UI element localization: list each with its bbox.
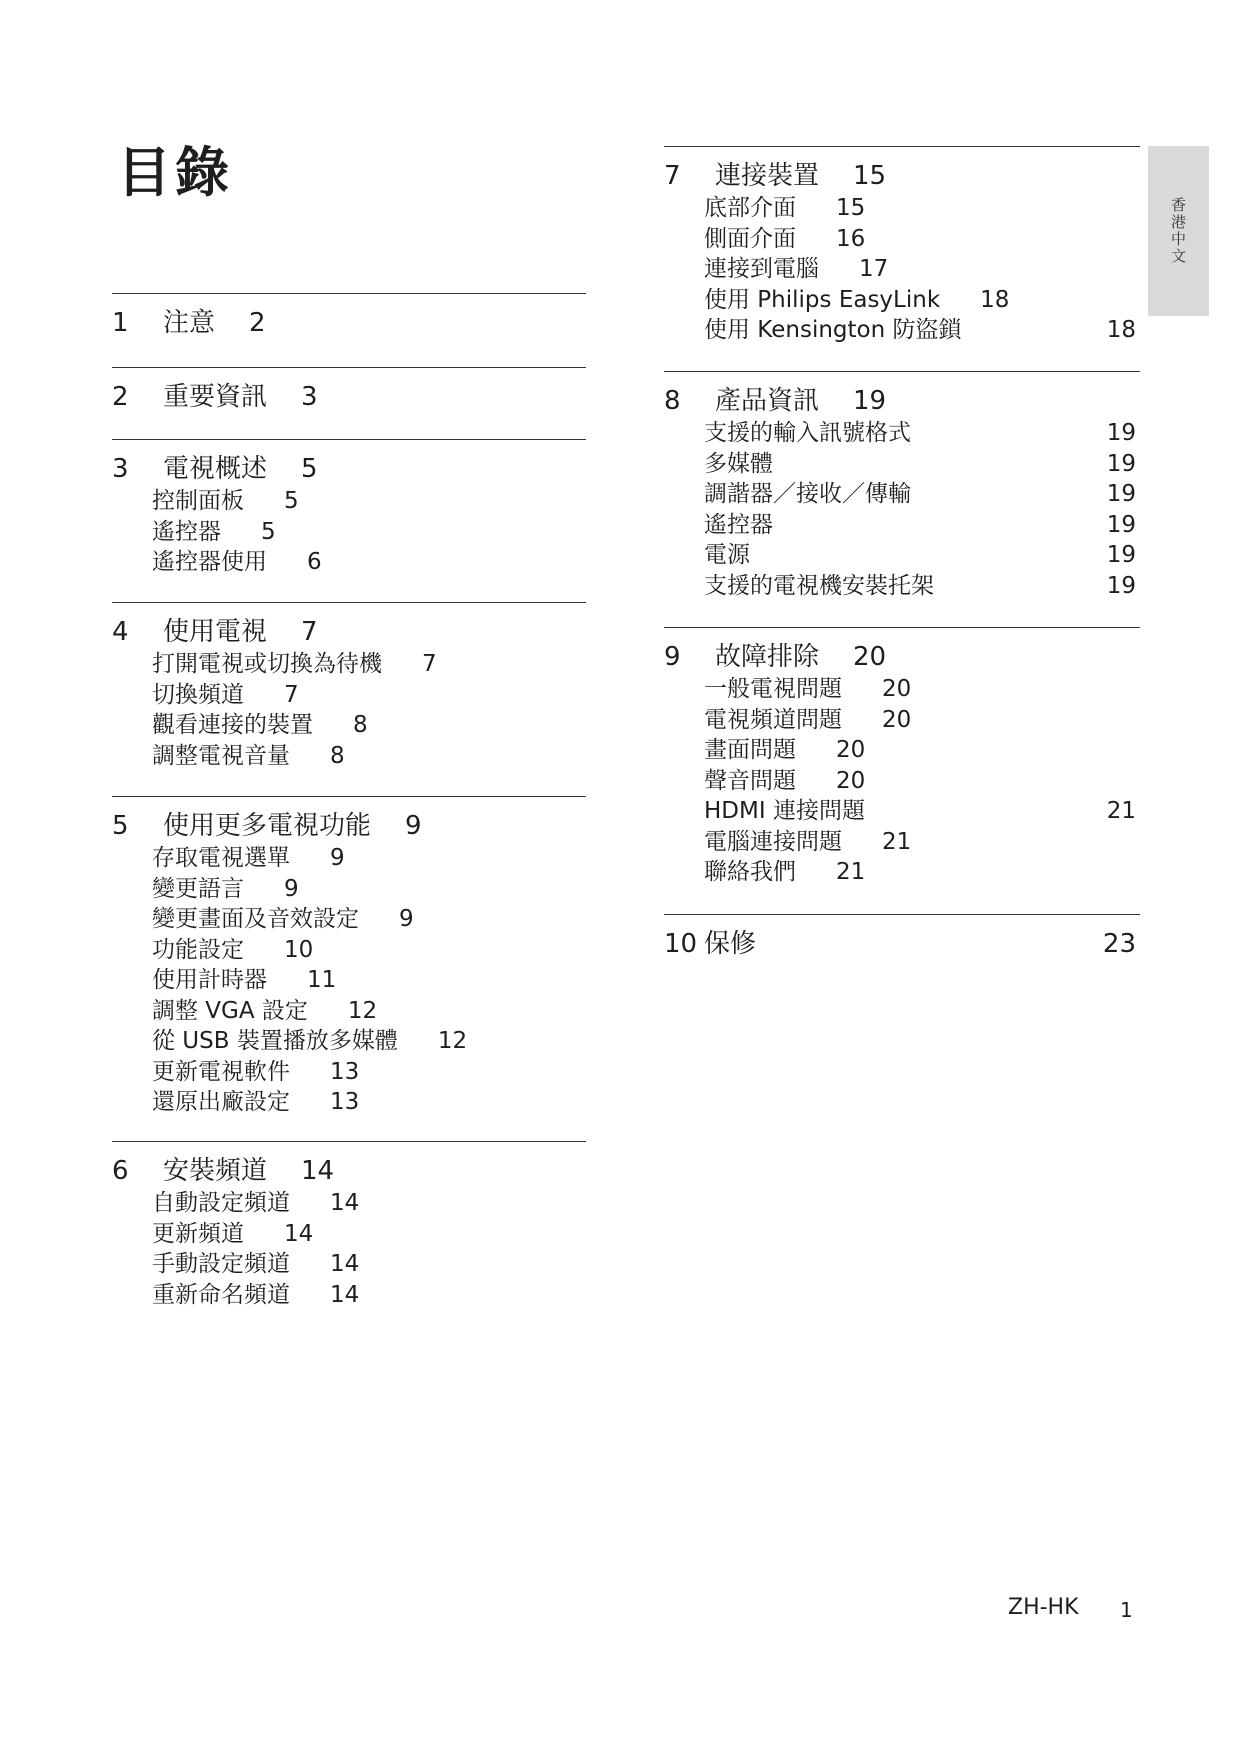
item-page: 9 (284, 875, 299, 902)
item-page: 19 (1106, 542, 1136, 568)
item-page: 18 (1106, 317, 1136, 343)
toc-item[interactable] (152, 1026, 586, 1057)
section-number: 1 (112, 308, 129, 338)
toc-item[interactable] (704, 449, 1140, 480)
item-label: 自動設定頻道 (152, 1190, 290, 1216)
section-page: 9 (405, 811, 422, 841)
toc-item[interactable] (704, 479, 1140, 510)
section-title: 連接裝置 (715, 161, 820, 191)
toc-item[interactable] (152, 741, 586, 772)
section-page: 20 (853, 642, 887, 672)
item-page: 15 (836, 195, 866, 221)
section-title: 使用電視 (163, 617, 268, 647)
toc-item[interactable] (152, 1219, 586, 1250)
toc-section-heading[interactable] (112, 805, 586, 843)
section-title: 注意 (163, 308, 216, 338)
item-page: 7 (422, 651, 437, 677)
item-label: 功能設定 (152, 936, 244, 963)
toc-item[interactable] (152, 904, 586, 935)
item-page: 21 (1106, 798, 1136, 824)
item-label: 畫面問題 (704, 737, 796, 763)
toc-section-heading[interactable] (112, 1150, 586, 1188)
item-label: 更新頻道 (152, 1220, 244, 1247)
toc-item[interactable] (704, 766, 1140, 797)
item-label: 調整電視音量 (152, 742, 290, 769)
section-title: 電視概述 (163, 454, 268, 484)
item-page: 19 (1106, 511, 1136, 538)
toc-item[interactable] (152, 547, 586, 578)
item-page: 6 (307, 549, 322, 575)
section-title: 使用更多電視功能 (163, 811, 372, 841)
toc-section-heading[interactable] (112, 448, 586, 486)
section-number: 6 (112, 1156, 129, 1186)
item-label: 側面介面 (704, 225, 796, 252)
item-page: 8 (353, 712, 368, 738)
section-number: 3 (112, 454, 129, 484)
toc-section-10 (664, 914, 1140, 961)
toc-item[interactable] (152, 517, 586, 548)
toc-item[interactable] (704, 571, 1140, 602)
item-label: 變更語言 (152, 875, 244, 902)
section-title: 故障排除 (715, 642, 820, 672)
item-label: 重新命名頻道 (152, 1281, 290, 1308)
toc-item[interactable] (704, 254, 1140, 285)
toc-section-heading[interactable] (112, 376, 586, 414)
section-number: 8 (664, 386, 681, 416)
toc-item[interactable] (704, 224, 1140, 255)
section-title: 重要資訊 (163, 382, 268, 412)
item-page: 16 (836, 225, 866, 252)
section-number: 10 (664, 929, 698, 959)
item-label: 聯絡我們 (704, 859, 796, 885)
footer-page-number: 1 (1120, 1598, 1133, 1622)
item-label: 控制面板 (152, 488, 244, 514)
toc-section-heading[interactable] (664, 636, 1140, 674)
section-page: 23 (1102, 929, 1136, 959)
item-page: 19 (1106, 572, 1136, 599)
language-tab-label: 香港中文 (1169, 197, 1187, 265)
toc-item[interactable] (152, 1188, 586, 1219)
item-label: 遙控器使用 (152, 549, 267, 575)
item-label: 還原出廠設定 (152, 1089, 290, 1115)
item-label: 連接到電腦 (704, 256, 819, 282)
section-page: 14 (301, 1156, 335, 1186)
item-label: 一般電視問題 (704, 676, 842, 702)
language-tab (1148, 146, 1209, 316)
toc-section-3 (112, 439, 586, 578)
item-page: 9 (399, 906, 414, 932)
item-page: 21 (882, 828, 912, 855)
item-page: 19 (1106, 420, 1136, 446)
toc-item[interactable] (152, 680, 586, 711)
item-page: 11 (307, 967, 337, 993)
item-label: 支援的輸入訊號格式 (704, 420, 911, 446)
item-page: 20 (882, 706, 912, 733)
toc-item[interactable] (704, 315, 1140, 346)
item-page: 14 (330, 1281, 360, 1308)
section-page: 2 (249, 308, 266, 338)
item-label: 打開電視或切換為待機 (152, 651, 382, 677)
item-page: 19 (1106, 481, 1136, 507)
toc-item[interactable] (152, 874, 586, 905)
page-title: 目錄 (117, 141, 233, 204)
toc-item[interactable] (704, 796, 1140, 827)
toc-section-2 (112, 367, 586, 414)
toc-section-heading[interactable] (112, 611, 586, 649)
item-page: 12 (437, 1028, 468, 1054)
toc-item[interactable] (152, 1280, 586, 1311)
toc-item[interactable] (152, 1057, 586, 1088)
item-page: 8 (330, 742, 345, 769)
toc-item[interactable] (152, 649, 586, 680)
section-number: 2 (112, 382, 129, 412)
item-label: 調諧器／接收／傳輸 (704, 481, 911, 507)
item-page: 19 (1106, 450, 1136, 477)
item-label: 手動設定頻道 (152, 1251, 290, 1277)
item-label: 遙控器 (704, 511, 773, 538)
item-page: 20 (882, 676, 912, 702)
item-page: 14 (330, 1251, 360, 1277)
item-label: 更新電視軟件 (152, 1058, 290, 1085)
toc-item[interactable] (704, 540, 1140, 571)
item-page: 7 (284, 681, 299, 708)
item-label: 電源 (704, 542, 750, 568)
toc-section-6 (112, 1141, 586, 1310)
section-number: 5 (112, 811, 129, 841)
toc-section-heading[interactable] (664, 923, 1140, 961)
section-title: 安裝頻道 (163, 1156, 268, 1186)
section-number: 7 (664, 161, 681, 191)
item-label: 變更畫面及音效設定 (152, 906, 359, 932)
item-label: 聲音問題 (704, 767, 796, 794)
footer-locale: ZH-HK (1008, 1595, 1079, 1620)
toc-item[interactable] (704, 674, 1140, 705)
section-page: 19 (853, 386, 887, 416)
item-page: 13 (330, 1089, 360, 1115)
section-page: 15 (853, 161, 887, 191)
toc-item[interactable] (152, 965, 586, 996)
item-page: 18 (980, 286, 1010, 313)
section-title: 產品資訊 (715, 386, 820, 416)
toc-item[interactable] (152, 996, 586, 1027)
toc-item[interactable] (152, 486, 586, 517)
toc-item[interactable] (152, 935, 586, 966)
item-label: 切換頻道 (152, 681, 244, 708)
section-title: 保修 (704, 929, 757, 959)
toc-section-5 (112, 796, 586, 1118)
item-label: 電視頻道問題 (704, 706, 842, 733)
item-label: 電腦連接問題 (704, 828, 842, 855)
toc-item[interactable] (704, 827, 1140, 858)
toc-item[interactable] (152, 1087, 586, 1118)
item-label: 從 USB 裝置播放多媒體 (152, 1028, 398, 1054)
toc-item[interactable] (704, 418, 1140, 449)
item-label: 遙控器 (152, 518, 221, 545)
toc-section-7 (664, 146, 1140, 346)
section-number: 9 (664, 642, 681, 672)
toc-item[interactable] (152, 710, 586, 741)
section-page: 7 (301, 617, 318, 647)
toc-item[interactable] (704, 705, 1140, 736)
item-label: 使用 Philips EasyLink (704, 286, 941, 313)
toc-section-9 (664, 627, 1140, 888)
item-page: 9 (330, 845, 345, 871)
item-page: 21 (836, 859, 866, 885)
item-page: 17 (859, 256, 889, 282)
section-number: 4 (112, 617, 129, 647)
toc-section-8 (664, 371, 1140, 601)
toc-section-1 (112, 293, 586, 340)
toc-item[interactable] (152, 843, 586, 874)
item-label: 支援的電視機安裝托架 (704, 572, 934, 599)
toc-section-heading[interactable] (664, 380, 1140, 418)
section-page: 3 (301, 382, 318, 412)
toc-item[interactable] (152, 1249, 586, 1280)
toc-item[interactable] (704, 857, 1140, 888)
toc-section-4 (112, 602, 586, 771)
item-label: 多媒體 (704, 450, 773, 477)
toc-section-heading[interactable] (664, 155, 1140, 193)
item-page: 14 (330, 1190, 360, 1216)
item-label: 觀看連接的裝置 (152, 712, 313, 738)
item-label: 使用計時器 (152, 967, 267, 993)
item-page: 12 (347, 997, 378, 1024)
item-label: 存取電視選單 (152, 845, 290, 871)
item-page: 13 (330, 1058, 360, 1085)
item-page: 5 (261, 518, 276, 545)
item-label: 調整 VGA 設定 (152, 997, 308, 1024)
item-page: 5 (284, 488, 299, 514)
item-page: 20 (836, 737, 866, 763)
item-page: 14 (284, 1220, 314, 1247)
item-label: 使用 Kensington 防盜鎖 (704, 317, 962, 343)
toc-item[interactable] (704, 285, 1140, 316)
item-page: 10 (284, 936, 314, 963)
section-page: 5 (301, 454, 318, 484)
toc-item[interactable] (704, 193, 1140, 224)
item-label: 底部介面 (704, 195, 796, 221)
item-page: 20 (836, 767, 866, 794)
toc-item[interactable] (704, 510, 1140, 541)
toc-section-heading[interactable] (112, 302, 586, 340)
item-label: HDMI 連接問題 (704, 798, 865, 824)
toc-item[interactable] (704, 735, 1140, 766)
